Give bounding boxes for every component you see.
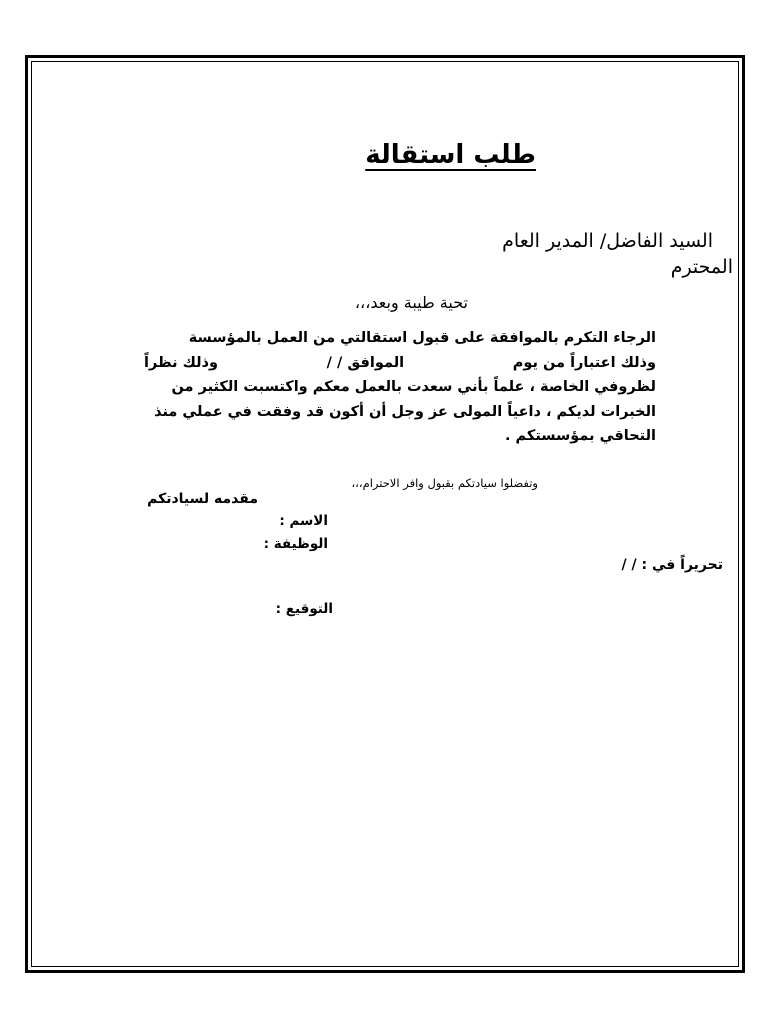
name-field-label: الاسم : bbox=[279, 513, 328, 529]
recipient-line: السيد الفاضل/ المدير العام bbox=[502, 230, 713, 252]
date-field-label: تحريراً في : / / bbox=[621, 557, 723, 573]
honorific-line: المحترم bbox=[670, 256, 733, 278]
greeting-line: تحية طيبة وبعد،،، bbox=[354, 293, 468, 312]
body-line-4: الخبرات لديكم ، داعياً المولى عز وجل أن أكون قد وفقت في عملي منذ bbox=[154, 403, 656, 420]
document-title: طلب استقالة bbox=[365, 140, 536, 170]
page-border-inner bbox=[31, 61, 739, 967]
body-line-5: التحاقي بمؤسستكم . bbox=[505, 428, 656, 444]
body-line-2-end: وذلك نظراً bbox=[144, 354, 219, 371]
signature-field-label: التوقيع : bbox=[275, 601, 333, 617]
body-line-2-start: وذلك اعتباراً من يوم bbox=[512, 354, 656, 371]
body-line-2 bbox=[144, 351, 656, 376]
submitter-line: مقدمه لسيادتكم bbox=[147, 491, 258, 507]
closing-line: وتفضلوا سيادتكم بقبول وافر الاحترام،،، bbox=[351, 476, 538, 490]
job-field-label: الوظيفة : bbox=[263, 536, 328, 552]
resignation-body bbox=[136, 326, 656, 449]
body-line-3: لظروفي الخاصة ، علماً بأني سعدت بالعمل معكم واكتسبت الكثير من bbox=[171, 379, 656, 395]
body-line-2-date: الموافق / / bbox=[326, 354, 405, 371]
body-line-1: الرجاء التكرم بالموافقة على قبول استقالتي من العمل بالمؤسسة bbox=[188, 330, 656, 346]
